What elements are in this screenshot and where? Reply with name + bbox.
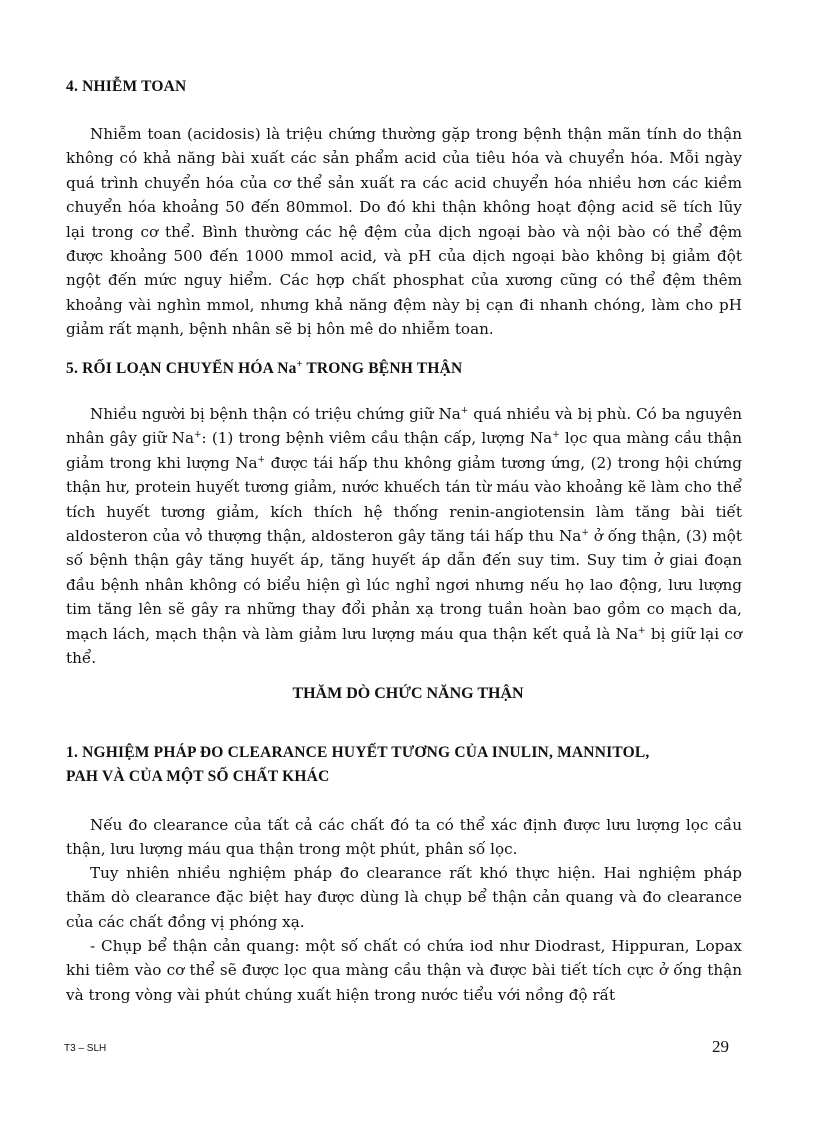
section-5-paragraph: Nhiều người bị bệnh thận có triệu chứng giữ Na+ quá nhiều và bị phù. Có ba nguyên nhân gây giữ Na+: (1) trong bệnh viêm cầu thận cấp, lượng Na+ lọc qua màng cầu thận giảm trong khi lượng Na+ được tái hấp thu không giảm tương ứng, (2) trong hội chứng thận hư, protein huyết tương giảm, nước khuếch tán từ máu vào khoảng kẽ làm cho thể tích huyết tương giảm, kích thích hệ thống renin-angiotensin làm tăng bài tiết aldosteron của vỏ thượng thận, aldosteron gây tăng tái hấp thu Na+ ở ống thận, (3) một số bệnh thận gây tăng huyết áp, tăng huyết áp dẫn đến suy tim. Suy tim ở giai đoạn đầu bệnh nhân không có biểu hiện gì lúc nghỉ ngơi nhưng nếu họ lao động, lưu lượng tim tăng lên sẽ gây ra những thay đổi phản xạ trong tuần hoàn bao gồm co mạch da, mạch lách, mạch thận và làm giảm lưu lượng máu qua thận kết quả là Na+ bị giữ lại cơ thể. bbox=[66, 405, 742, 668]
section-1-paragraph-2: Tuy nhiên nhiều nghiệm pháp đo clearance rất khó thực hiện. Hai nghiệm pháp thăm dò clearance đặc biệt hay được dùng là chụp bể thận cản quang và đo clearance của các chất đồng vị phóng xạ. bbox=[66, 864, 742, 931]
section-4-paragraph: Nhiễm toan (acidosis) là triệu chứng thường gặp trong bệnh thận mãn tính do thận không có khả năng bài xuất các sản phẩm acid của tiêu hóa và chuyển hóa. Mỗi ngày quá trình chuyển hóa của cơ thể sản xuất ra các acid chuyển hóa nhiều hơn các kiềm chuyển hóa khoảng 50 đến 80mmol. Do đó khi thận không hoạt động acid sẽ tích lũy lại trong cơ thể. Bình thường các hệ đệm của dịch ngoại bào và nội bào có thể đệm được khoảng 500 đến 1000 mmol acid, và pH của dịch ngoại bào không bị giảm đột ngột đến mức nguy hiểm. Các hợp chất phosphat của xương cũng có thể đệm thêm khoảng vài nghìn mmol, nhưng khả năng đệm này bị cạn đi nhanh chóng, làm cho pH giảm rất mạnh, bệnh nhân sẽ bị hôn mê do nhiễm toan. bbox=[66, 125, 742, 339]
chapter-title: THĂM DÒ CHỨC NĂNG THẬN bbox=[292, 685, 524, 702]
section-1-paragraph-3: - Chụp bể thận cản quang: một số chất có chứa iod như Diodrast, Hippuran, Lopax khi tiêm vào cơ thể sẽ được lọc qua màng cầu thận và được bài tiết tích cực ở ống thận và trong vòng vài phút chúng xuất hiện trong nước tiểu với nồng độ rất bbox=[66, 937, 742, 1004]
page-number: 29 bbox=[712, 1037, 729, 1056]
footer-code: T3 – SLH bbox=[64, 1043, 107, 1054]
section-1-heading-line1: 1. NGHIỆM PHÁP ĐO CLEARANCE HUYẾT TƯƠNG CỦA INULIN, MANNITOL, bbox=[66, 744, 650, 761]
section-1-heading-line2: PAH VÀ CỦA MỘT SỐ CHẤT KHÁC bbox=[66, 768, 330, 785]
section-4-heading: 4. NHIỄM TOAN bbox=[66, 78, 187, 95]
section-5-heading: 5. RỐI LOẠN CHUYỂN HÓA Na+ TRONG BỆNH THẬN bbox=[66, 359, 463, 378]
section-1-paragraph-1: Nếu đo clearance của tất cả các chất đó ta có thể xác định được lưu lượng lọc cầu thận, lưu lượng máu qua thận trong một phút, phân số lọc. bbox=[66, 816, 742, 859]
